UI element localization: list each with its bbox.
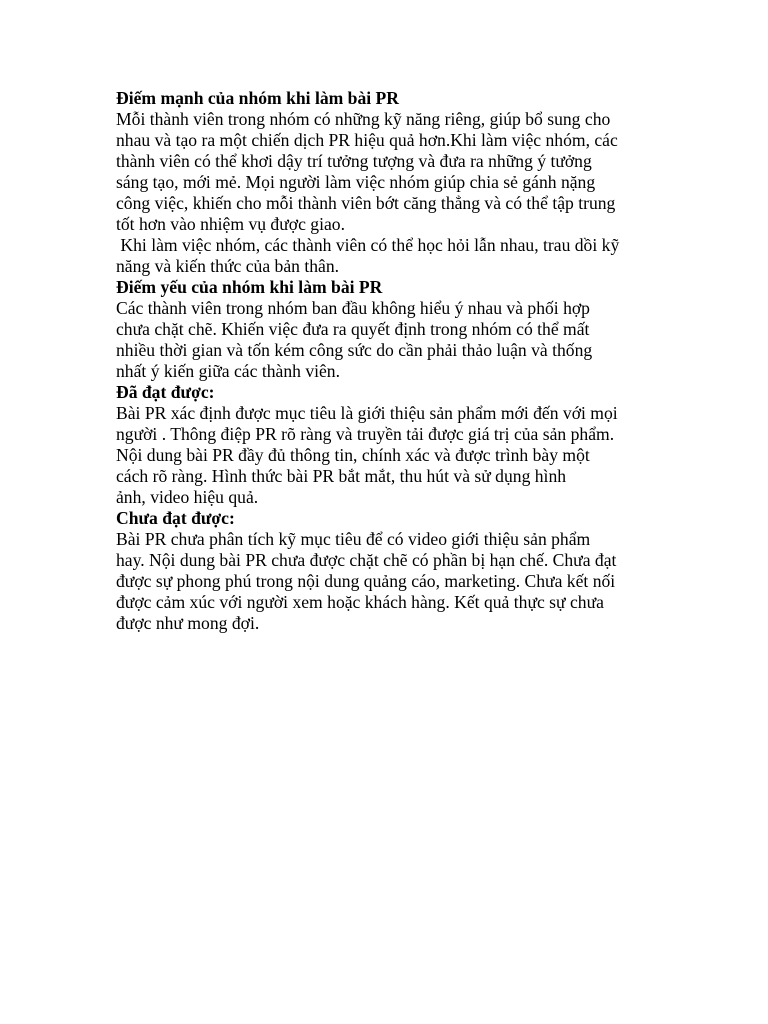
section-heading-not-achieved: Chưa đạt được: — [116, 508, 235, 528]
section-not-achieved — [116, 508, 676, 634]
section-heading-weaknesses: Điếm yếu của nhóm khi làm bài PR — [116, 277, 383, 297]
text-line: thành viên có thể khơi dậy trí tưởng tượng và đưa ra những ý tưởng — [116, 151, 592, 171]
text-line: năng và kiến thức của bản thân. — [116, 256, 340, 276]
text-line: nhau và tạo ra một chiến dịch PR hiệu quả hơn.Khi làm việc nhóm, các — [116, 130, 618, 150]
text-line: sáng tạo, mới mẻ. Mọi người làm việc nhóm giúp chia sẻ gánh nặng — [116, 172, 596, 192]
text-line: được sự phong phú trong nội dung quảng cáo, marketing. Chưa kết nối — [116, 571, 616, 591]
text-line: chưa chặt chẽ. Khiến việc đưa ra quyết định trong nhóm có thể mất — [116, 319, 590, 339]
paragraph-achieved — [116, 403, 676, 508]
paragraph-strengths — [116, 109, 676, 277]
section-achieved — [116, 382, 676, 508]
text-line: Khi làm việc nhóm, các thành viên có thể học hỏi lẫn nhau, trau dồi kỹ — [116, 235, 620, 255]
paragraph-weaknesses — [116, 298, 676, 382]
text-line: cách rõ ràng. Hình thức bài PR bắt mắt, thu hút và sử dụng hình — [116, 466, 567, 486]
text-line: người . Thông điệp PR rõ ràng và truyền tải được giá trị của sản phẩm. — [116, 424, 615, 444]
text-line: nhất ý kiến giữa các thành viên. — [116, 361, 341, 381]
text-line: ảnh, video hiệu quả. — [116, 487, 259, 507]
text-line: Bài PR chưa phân tích kỹ mục tiêu để có video giới thiệu sản phẩm — [116, 529, 591, 549]
section-strengths — [116, 88, 676, 277]
text-line: Các thành viên trong nhóm ban đầu không hiểu ý nhau và phối hợp — [116, 298, 590, 318]
paragraph-not-achieved — [116, 529, 676, 634]
section-heading-achieved: Đã đạt được: — [116, 382, 215, 402]
section-weaknesses — [116, 277, 676, 382]
text-line: Nội dung bài PR đầy đủ thông tin, chính xác và được trình bày một — [116, 445, 590, 465]
text-line: tốt hơn vào nhiệm vụ được giao. — [116, 214, 345, 234]
text-line: nhiều thời gian và tốn kém công sức do cần phải thảo luận và thống — [116, 340, 593, 360]
section-heading-strengths: Điếm mạnh của nhóm khi làm bài PR — [116, 88, 400, 108]
text-line: công việc, khiến cho mỗi thành viên bớt căng thẳng và có thể tập trung — [116, 193, 616, 213]
text-line: hay. Nội dung bài PR chưa được chặt chẽ có phần bị hạn chế. Chưa đạt — [116, 550, 617, 570]
text-line: Bài PR xác định được mục tiêu là giới thiệu sản phẩm mới đến với mọi — [116, 403, 618, 423]
text-line: được cảm xúc với người xem hoặc khách hàng. Kết quả thực sự chưa — [116, 592, 604, 612]
document-body — [116, 88, 676, 634]
text-line: được như mong đợi. — [116, 613, 260, 633]
text-line: Mỗi thành viên trong nhóm có những kỹ năng riêng, giúp bổ sung cho — [116, 109, 611, 129]
